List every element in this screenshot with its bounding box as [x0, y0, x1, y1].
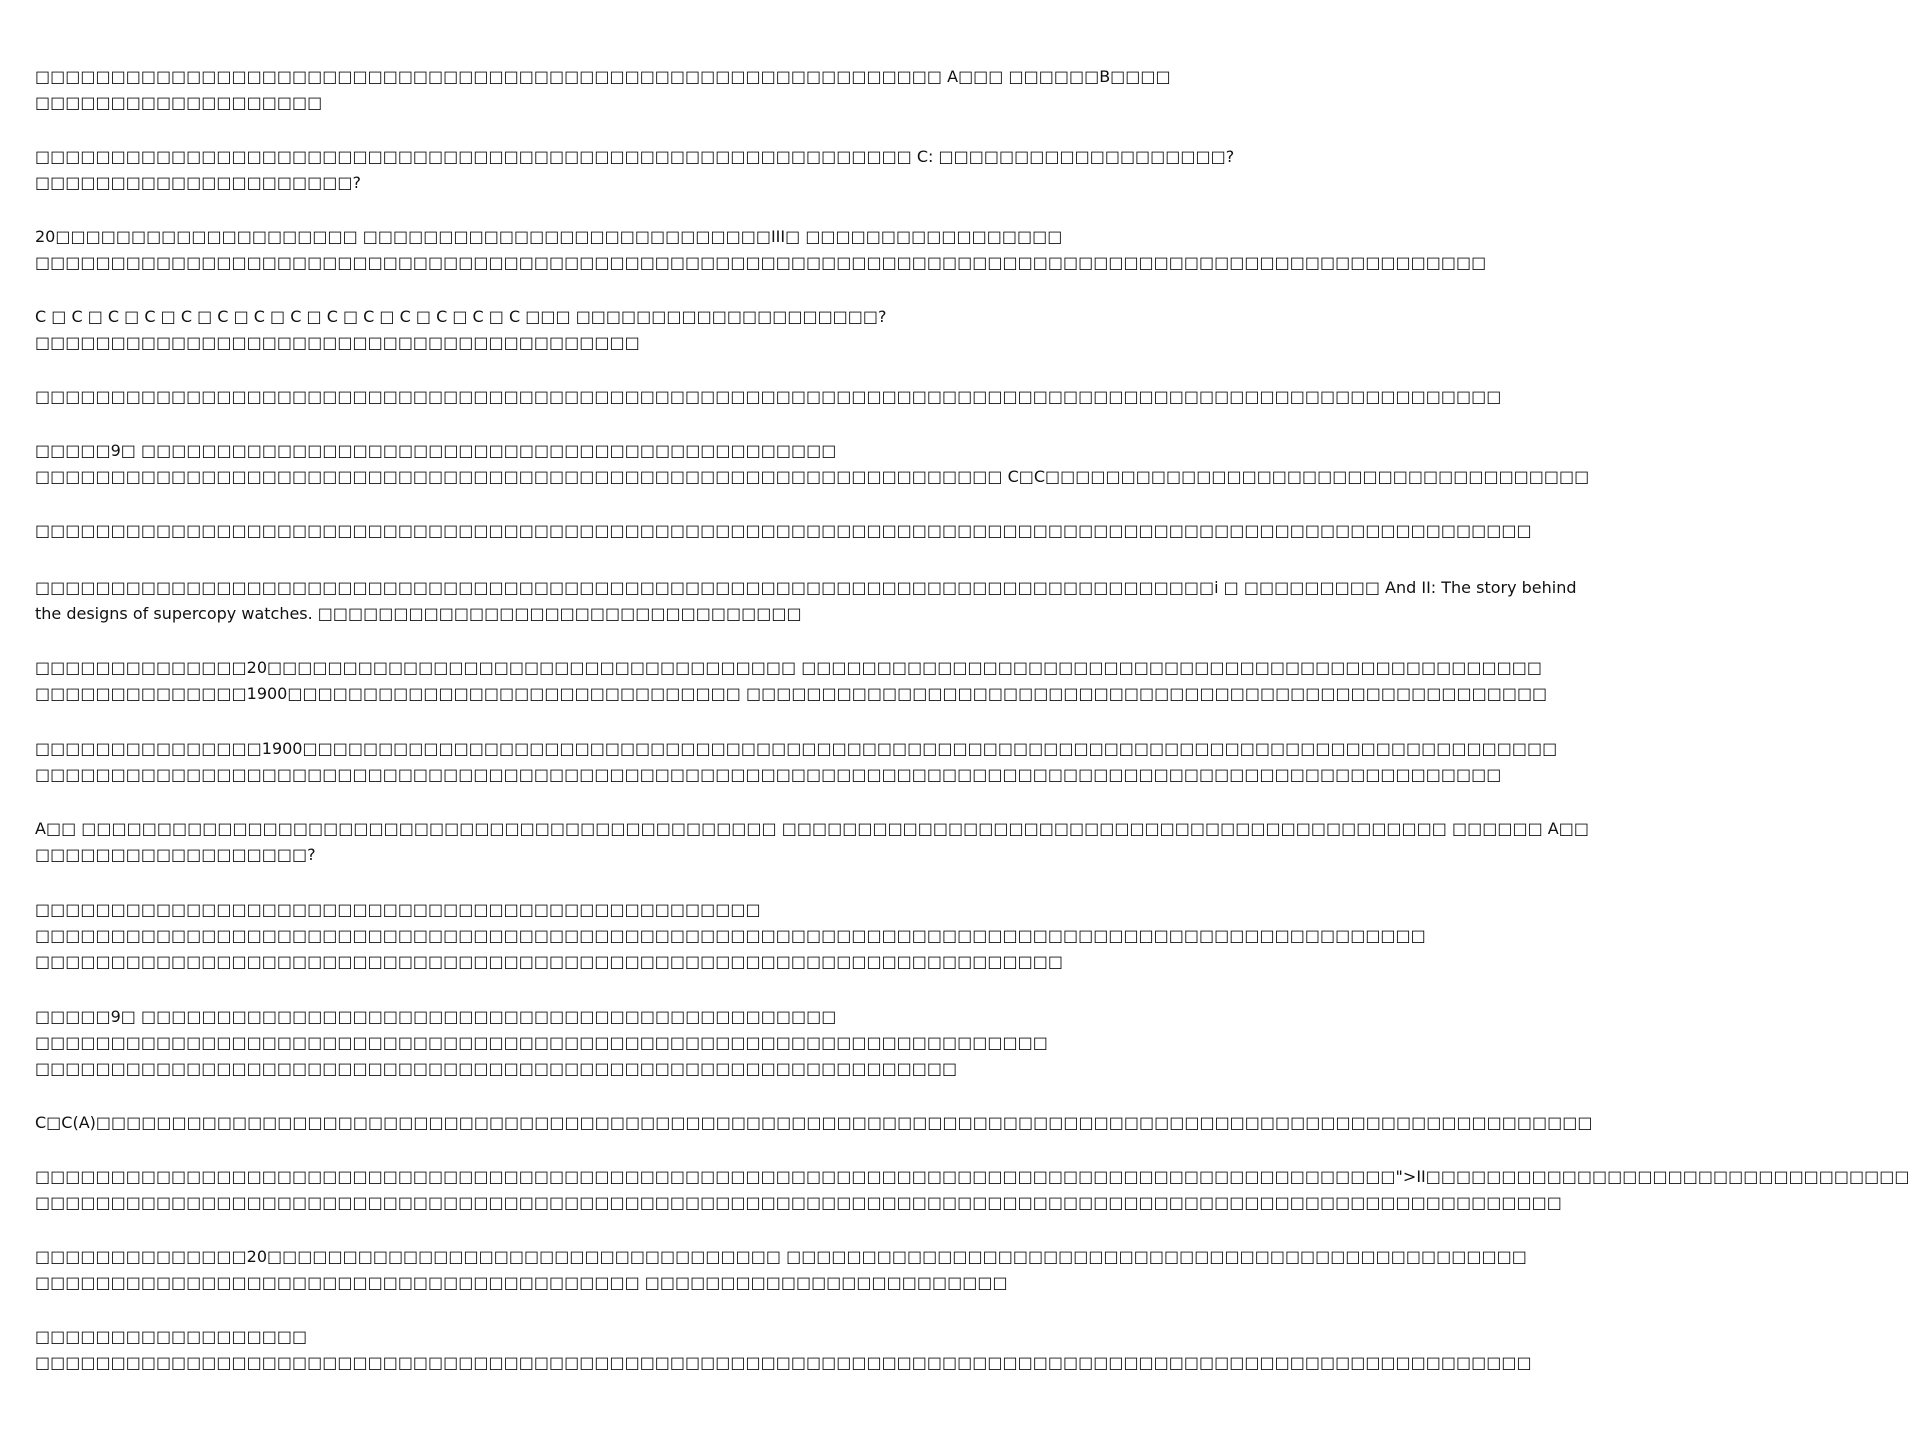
paragraph-line: □□□□□□□□□□□□□□□□□□□□□□□□□□□□□□□□□□□□□□□□□□□□□□□□□□□□□□□□□□□□□□□□□□□□□□□□□□□□□□□□□□□□□□□□□□□□□□□□ — [35, 253, 1487, 272]
paragraph-17 — [35, 1324, 1532, 1376]
paragraph-12 — [35, 897, 1426, 975]
paragraph-line: □□□□□□□□□□□□□□□□□□□□□□□□□□□□□□□□□□□□□□□□□□□□□□□□□□□□□□□□□□□□ A□□□ □□□□□□B□□□□ — [35, 67, 1171, 86]
paragraph-line: □□□□□□□□□□□□□□□□□□□□□□□□□□□□□□□□□□□□□□□□□□□□□□□□□□□□□□□□□□□□□□□□□□□□□□□□□□□□□□i □ □□□□□□□□□ And II: The story behind — [35, 578, 1577, 597]
paragraph-line: C□C(A)□□□□□□□□□□□□□□□□□□□□□□□□□□□□□□□□□□□□□□□□□□□□□□□□□□□□□□□□□□□□□□□□□□□□□□□□□□□□□□□□□□□□□□□□□□□□□□□□□□□ — [35, 1113, 1593, 1132]
paragraph-3 — [35, 224, 1487, 276]
paragraph-line: □□□□□□□□□□□□□□□□□□□□□□□□□□□□□□□□□□□□□□□□□□□□□□□□ — [35, 900, 761, 919]
paragraph-1 — [35, 64, 1171, 116]
paragraph-line: □□□□□□□□□□□□□□□□□□□□□□□□□□□□□□□□□□□□□□□□□□□□□□□□□□□□□□□□□□□□□□□□□□□□□□□□□□□□□□□□□□□□□□□□□□□□□□□□□ — [35, 387, 1502, 406]
paragraph-line: □□□□□□□□□□□□□□20□□□□□□□□□□□□□□□□□□□□□□□□□□□□□□□□□□ □□□□□□□□□□□□□□□□□□□□□□□□□□□□□□□□□□□□□□□□□□□□□□□□□ — [35, 1247, 1527, 1266]
paragraph-line: □□□□□□□□□□□□□□□□□□□ — [35, 93, 323, 112]
paragraph-line: □□□□□□□□□□□□□□□□□□□□□□□□□□□□□□□□□□□□□□□□□□□□□□□□□□□□□□□□□□□□□□□□□□□□□□□□□□□□□□□□□□□□□□□□□□">II□□□□□□□□□□□□□□□□□□□□□□□□□□□□□□□□ — [35, 1167, 1910, 1186]
paragraph-line: □□□□□□□□□□□□□□□□□□□□□□□□□□□□□□□□□□□□□□□□□□□□□□□□□□□□□□□□□□□□□□□□□□□□□□□□□□□□□□□□□□□□□□□□□□□□□□□□□ — [35, 765, 1502, 784]
paragraph-line: □□□□□□□□□□□□□□20□□□□□□□□□□□□□□□□□□□□□□□□□□□□□□□□□□□ □□□□□□□□□□□□□□□□□□□□□□□□□□□□□□□□□□□□□□□□□□□□□□□□□ — [35, 658, 1542, 677]
paragraph-line: □□□□□□□□□□□□□□□□□□□□□□□□□□□□□□□□□□□□□□□□□□□□□□□□□□□□□□□□□□□□□□□□□□□□□□□□□□□□□□□□□□□□□□□□□□□□□□□□□□□□□ — [35, 1193, 1562, 1212]
paragraph-line: □□□□□□□□□□□□□□□□□□□□□□□□□□□□□□□□□□□□□□□□□□□□□□□□□□□□□□□□□□□□□ — [35, 1059, 958, 1078]
paragraph-2 — [35, 144, 1235, 196]
paragraph-line: □□□□□□□□□□□□□□□□□□? — [35, 845, 316, 864]
paragraph-line: □□□□□□□□□□□□□□1900□□□□□□□□□□□□□□□□□□□□□□□□□□□□□□ □□□□□□□□□□□□□□□□□□□□□□□□□□□□□□□□□□□□□□□□□□□□□□□□□□□□□ — [35, 684, 1548, 703]
paragraph-13 — [35, 1004, 1048, 1082]
paragraph-line: 20□□□□□□□□□□□□□□□□□□□□ □□□□□□□□□□□□□□□□□□□□□□□□□□□III□ □□□□□□□□□□□□□□□□□ — [35, 227, 1063, 246]
paragraph-line: □□□□□□□□□□□□□□□□□□□□□□□□□□□□□□□□□□□□□□□□□□□□□□□□□□□□□□□□□□ C: □□□□□□□□□□□□□□□□□□□? — [35, 147, 1235, 166]
paragraph-line: □□□□□□□□□□□□□□□□□□□□□□□□□□□□□□□□□□□□□□□□□□□□□□□□□□□□□□□□□□□□□□□□□□□□□□□□□□□□□□□□□□□□□□□□□□□□□□□□□□□ — [35, 1353, 1532, 1372]
paragraph-line: □□□□□□□□□□□□□□□□□□□□□□□□□□□□□□□□□□□□□□□□ □□□□□□□□□□□□□□□□□□□□□□□□ — [35, 1273, 1008, 1292]
paragraph-6 — [35, 438, 1590, 490]
paragraph-line: □□□□□□□□□□□□□□□□□□□□□□□□□□□□□□□□□□□□□□□□□□□□□□□□□□□□□□□□□□□□□□□□□□□□□□□□□□□□□□□□□□□□□□□□□□□□□□□□□□□ — [35, 521, 1532, 540]
paragraph-line: C □ C □ C □ C □ C □ C □ C □ C □ C □ C □ C □ C □ C □ C □□□ □□□□□□□□□□□□□□□□□□□□? — [35, 307, 887, 326]
paragraph-line: □□□□□□□□□□□□□□□□□□□□□□□□□□□□□□□□□□□□□□□□ — [35, 333, 640, 352]
paragraph-14 — [35, 1110, 1593, 1136]
paragraph-line: □□□□□9□ □□□□□□□□□□□□□□□□□□□□□□□□□□□□□□□□□□□□□□□□□□□□□□ — [35, 1007, 837, 1026]
paragraph-11 — [35, 816, 1589, 868]
paragraph-line: □□□□□□□□□□□□□□□□□□□□□□□□□□□□□□□□□□□□□□□□□□□□□□□□□□□□□□□□□□□□□□□□□□□ — [35, 1033, 1048, 1052]
paragraph-5 — [35, 384, 1502, 410]
paragraph-line: □□□□□9□ □□□□□□□□□□□□□□□□□□□□□□□□□□□□□□□□□□□□□□□□□□□□□□ — [35, 441, 837, 460]
paragraph-line: □□□□□□□□□□□□□□□□□□□□□□□□□□□□□□□□□□□□□□□□□□□□□□□□□□□□□□□□□□□□□□□□ C□C□□□□□□□□□□□□□□□□□□□□□□□□□□□□□□□□□□□□ — [35, 467, 1590, 486]
paragraph-line: □□□□□□□□□□□□□□□□□□□□□? — [35, 173, 361, 192]
paragraph-line: the designs of supercopy watches. □□□□□□□□□□□□□□□□□□□□□□□□□□□□□□□□ — [35, 604, 802, 623]
paragraph-8 — [35, 575, 1577, 627]
paragraph-16 — [35, 1244, 1527, 1296]
paragraph-4 — [35, 304, 990, 356]
paragraph-line: A□□ □□□□□□□□□□□□□□□□□□□□□□□□□□□□□□□□□□□□□□□□□□□□□□ □□□□□□□□□□□□□□□□□□□□□□□□□□□□□□□□□□□□□□□□□□□□ □□□□□□ A□□ — [35, 819, 1589, 838]
paragraph-7 — [35, 518, 1532, 544]
paragraph-line: □□□□□□□□□□□□□□□□□□□□□□□□□□□□□□□□□□□□□□□□□□□□□□□□□□□□□□□□□□□□□□□□□□□□□□□□□□□□□□□□□□□□□□□□□□□□ — [35, 926, 1426, 945]
paragraph-line: □□□□□□□□□□□□□□□□□□□□□□□□□□□□□□□□□□□□□□□□□□□□□□□□□□□□□□□□□□□□□□□□□□□□ — [35, 952, 1063, 971]
paragraph-9 — [35, 655, 1548, 707]
paragraph-15 — [35, 1164, 1910, 1216]
paragraph-10 — [35, 736, 1558, 788]
paragraph-line: □□□□□□□□□□□□□□□□□□ — [35, 1327, 308, 1346]
paragraph-line: □□□□□□□□□□□□□□□1900□□□□□□□□□□□□□□□□□□□□□□□□□□□□□□□□□□□□□□□□□□□□□□□□□□□□□□□□□□□□□□□□□□□□□□□□□□□□□□□□□□□ — [35, 739, 1558, 758]
